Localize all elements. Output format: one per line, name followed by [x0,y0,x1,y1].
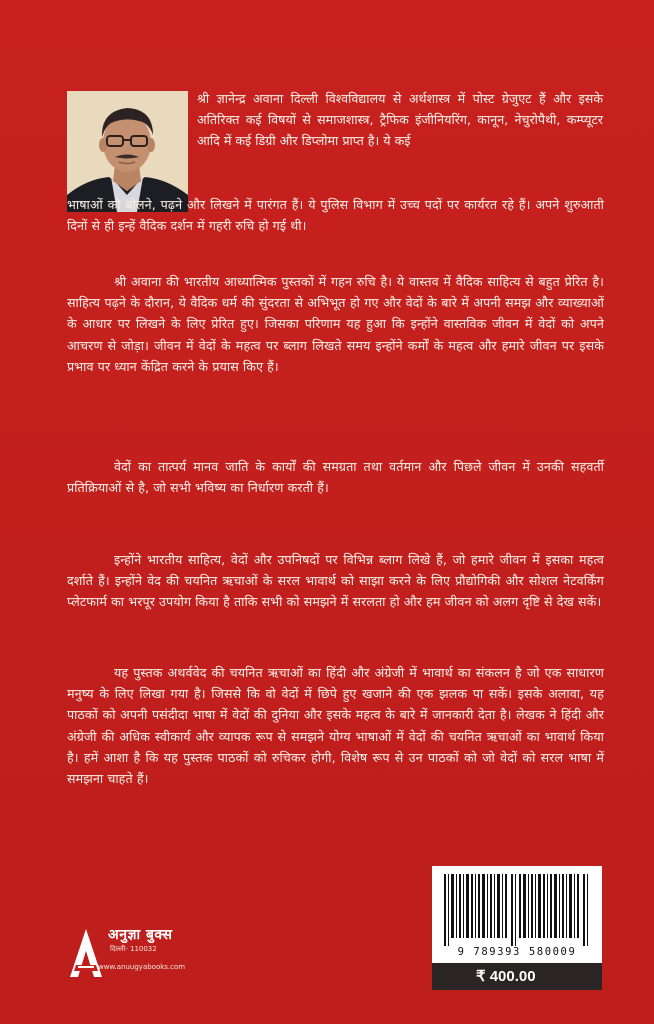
isbn-barcode-box [432,866,602,990]
publisher-url: www.anuugyabooks.com [98,963,186,971]
publisher-city: दिल्ली- 110032 [110,945,157,953]
paragraph-blogs [67,549,604,613]
publisher-logo-icon [68,927,104,979]
publisher-block [68,925,258,985]
paragraph-interest [67,271,604,377]
paragraph-vedas-meaning-text: वेदों का तात्पर्य मानव जाति के कार्यों की समग्रता तथा वर्तमान और पिछले जीवन में उनकी सहवर्ती प्रतिक्रियाओं से है, जो सभी भविष्य का निर्धारण करती हैं। [67,459,604,496]
author-intro-top: श्री ज्ञानेन्द्र अवाना दिल्ली विश्वविद्यालय से अर्थशास्त्र में पोस्ट ग्रेजुएट हैं और इसके अतिरिक्त कई विषयों से समाजशास्त्र, ट्रैफिक इंजीनियरिंग, कानून, नेचुरोपैथी, कम्प्यूटर आदि में कई डिग्री और डिप्लोमा प्राप्त है। ये कई [197,91,603,149]
paragraph-blogs-text: इन्होंने भारतीय साहित्य, वेदों और उपनिषदों पर विभिन्न ब्लाग लिखे हैं, जो हमारे जीवन में इसका महत्व दर्शाते हैं। इन्होंने वेद की चयनित ऋचाओं के सरल भावार्थ को साझा करने के लिए प्रौद्योगिकी और सोशल नेटवर्किंग प्लेटफार्म का भरपूर उपयोग किया है ताकि सभी को समझने में सरलता हो और हम जीवन को अलग दृष्टि से देख सकें। [67,552,604,610]
paragraph-book-summary-text: यह पुस्तक अथर्ववेद की चयनित ऋचाओं का हिंदी और अंग्रेजी में भावार्थ का संकलन है जो एक साधारण मनुष्य के लिए लिखा गया है। जिससे कि वो वेदों में छिपे हुए खजाने की एक झलक पा सकें। इसके अलावा, यह पाठकों को अपनी पसंदीदा भाषा में वेदों की दुनिया और इसके महत्व के बारे में जानकारी देता है। लेखक ने हिंदी और अंग्रेजी की अधिक स्वीकार्य और व्यापक रूप से समझने योग्य भाषाओं में वेदों की चयनित ऋचाओं का भावार्थ किया है। हमें आशा है कि यह पुस्तक पाठकों को रुचिकर होगी, विशेष रूप से उन पाठकों को जो वेदों को सरल भाषा में समझना चाहते हैं। [67,665,604,787]
paragraph-book-summary [67,662,604,789]
barcode-icon [444,874,590,946]
author-intro-bottom: भाषाओं को बोलने, पढ़ने और लिखने में पारंगत हैं। ये पुलिस विभाग में उच्च पदों पर कार्यरत रहे हैं। अपने शुरुआती दिनों से ही इन्हें वैदिक दर्शन में गहरी रुचि हो गई थी। [67,197,604,234]
isbn-number: 9 789393 580009 [457,946,577,958]
publisher-name: अनुज्ञा बुक्स [108,927,173,943]
paragraph-vedas-meaning [67,456,604,498]
paragraph-interest-text: श्री अवाना की भारतीय आध्यात्मिक पुस्तकों में गहन रुचि है। ये वास्तव में वैदिक साहित्य से बहुत प्रेरित है। साहित्य पढ़ने के दौरान, ये वैदिक धर्म की सुंदरता से अभिभूत हो गए और वेदों के बारे में अपनी समझ और व्याख्याओं के आधार पर लिखने के लिए प्रेरित हुए। जिसका परिणाम यह हुआ कि इन्होंने वास्तविक जीवन में वेदों को अपने आचरण से जोड़ा। जीवन में वेदों के महत्व पर ब्लाग लिखते समय इन्होंने कर्मों के महत्व और हमारे जीवन पर इसके प्रभाव पर ध्यान केंद्रित करने के प्रयास किए हैं। [67,274,604,374]
price-label: ₹ 400.00 [432,963,602,990]
